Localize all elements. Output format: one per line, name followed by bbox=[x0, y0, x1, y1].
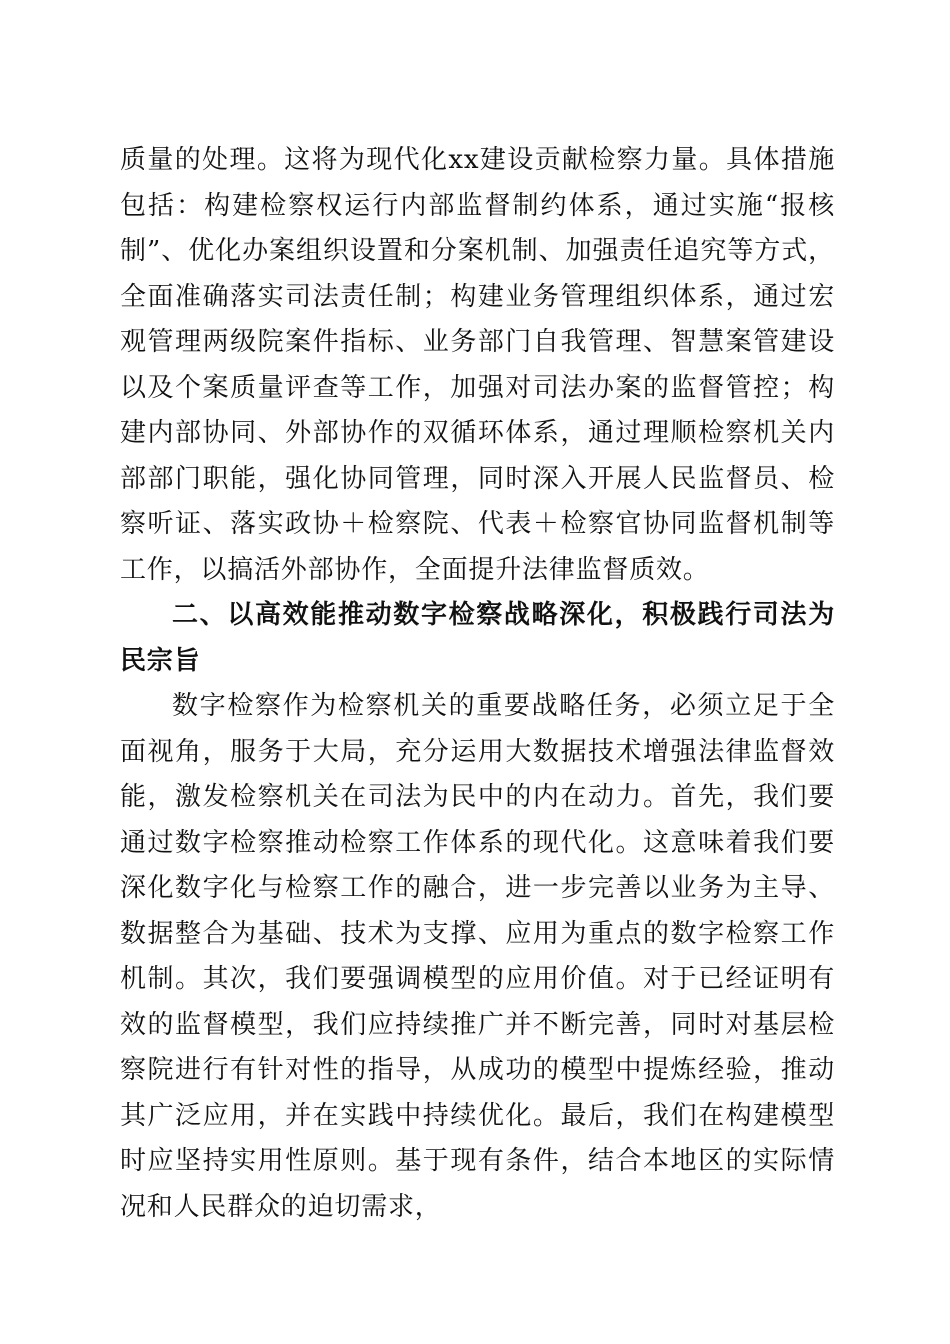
paragraph-continued: 质量的处理。这将为现代化xx建设贡献检察力量。具体措施包括：构建检察权运行内部监督制约体系，通过实施“报核制”、优化办案组织设置和分案机制、加强责任追究等方式，全面准确落实司法责任制；构建业务管理组织体系，通过宏观管理两级院案件指标、业务部门自我管理、智慧案管建设以及个案质量评查等工作，加强对司法办案的监督管控；构建内部协同、外部协作的双循环体系，通过理顺检察机关内部部门职能，强化协同管理，同时深入开展人民监督员、检察听证、落实政协＋检察院、代表＋检察官协同监督机制等工作，以搞活外部协作，全面提升法律监督质效。 bbox=[120, 145, 835, 585]
section-heading: 二、以高效能推动数字检察战略深化，积极践行司法为民宗旨 bbox=[120, 600, 835, 676]
paragraph-digital-procuratorate: 数字检察作为检察机关的重要战略任务，必须立足于全面视角，服务于大局，充分运用大数据技术增强法律监督效能，激发检察机关在司法为民中的内在动力。首先，我们要通过数字检察推动检察工作体系的现代化。这意味着我们要深化数字化与检察工作的融合，进一步完善以业务为主导、数据整合为基础、技术为支撑、应用为重点的数字检察工作机制。其次，我们要强调模型的应用价值。对于已经证明有效的监督模型，我们应持续推广并不断完善，同时对基层检察院进行有针对性的指导，从成功的模型中提炼经验，推动其广泛应用，并在实践中持续优化。最后，我们在构建模型时应坚持实用性原则。基于现有条件，结合本地区的实际情况和人民群众的迫切需求， bbox=[120, 691, 835, 1222]
document-body bbox=[120, 138, 835, 1230]
